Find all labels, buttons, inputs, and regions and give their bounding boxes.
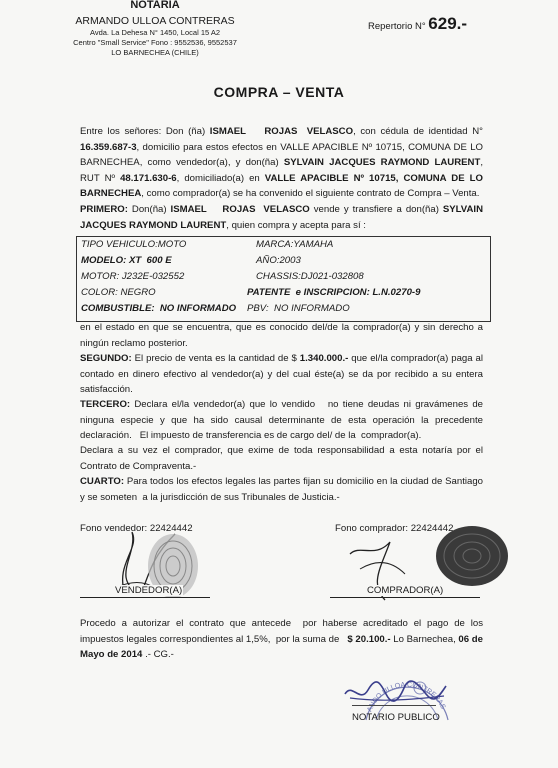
document-title: COMPRA – VENTA <box>213 84 345 100</box>
notary-name: ARMANDO ULLOA CONTRERAS <box>75 15 235 27</box>
repertorio <box>368 14 467 34</box>
primero-buyer: SYLVAIN JACQUES RAYMOND LAURENT <box>80 204 483 231</box>
notary-header <box>60 0 250 58</box>
seller-id: 16.359.687-3 <box>80 141 137 153</box>
vehicle-color: COLOR: NEGRO <box>81 287 156 298</box>
stamp-text-path: ANDO ULLOA CONTRERAS <box>366 681 447 713</box>
notary-city: LO BARNECHEA (CHILE) <box>111 48 199 57</box>
vehicle-pbv: PBV: NO INFORMADO <box>247 303 350 314</box>
primero-paragraph <box>80 202 483 233</box>
vehicle-patente: PATENTE e INSCRIPCION: L.N.0270-9 <box>247 287 421 298</box>
intro-text-4: , RUT Nº <box>80 157 483 184</box>
intro-text-2: , con cédula de identidad N° <box>353 126 484 137</box>
segundo-text-1: El precio de venta es la cantidad de $ <box>131 353 300 364</box>
vehicle-modelo: MODELO: XT 600 E <box>81 255 172 266</box>
notary-address-2: Centro "Small Service" Fono : 9552536, 9552537 <box>73 38 237 47</box>
vehicle-combustible: COMBUSTIBLE: NO INFORMADO <box>81 303 237 314</box>
intro-paragraph <box>80 124 483 202</box>
primero-text-3: , quien compra y acepta para sí : <box>226 219 366 231</box>
primero-label: PRIMERO: <box>80 204 128 215</box>
primero-text-2: vende y transfiere a don(ña) <box>309 204 443 215</box>
notary-address-1: Avda. La Dehesa N° 1450, Local 15 A2 <box>89 28 221 37</box>
segundo-label: SEGUNDO: <box>80 353 132 364</box>
contract-date: 06 de Mayo de 2014 <box>80 633 483 661</box>
segundo-paragraph <box>80 351 483 398</box>
seller-name: ISMAEL ROJAS VELASCO <box>209 126 354 137</box>
notario-label: NOTARIO PUBLICO <box>352 712 440 723</box>
fono-vendedor: Fono vendedor: 22424442 <box>80 523 193 534</box>
closing-text-1: Procedo a autorizar el contrato que antecede por haberse acreditado el pago de los impuestos legales correspondientes al 1,5%, por la suma de <box>80 618 486 645</box>
closing-text-2: Lo Barnechea, <box>390 633 459 645</box>
vehicle-marca: MARCA:YAMAHA <box>256 239 334 250</box>
vehicle-chassis: CHASSIS:DJ021-032808 <box>256 271 364 282</box>
vehicle-box <box>76 236 491 322</box>
cuarto-paragraph <box>80 474 486 505</box>
buyer-id: 48.171.630-6 <box>120 172 177 184</box>
intro-text-5: , domiciliado(a) en <box>176 172 265 184</box>
closing-paragraph <box>80 616 486 663</box>
vehicle-anio: AÑO:2003 <box>256 255 301 266</box>
estado-paragraph: en el estado en que se encuentra, que es conocido del/de la comprador(a) y sin derecho a ningún reclamo posterior. <box>80 322 483 349</box>
intro-text-1: Entre los señores: Don (ña) <box>80 126 210 137</box>
vendedor-sign-line <box>80 597 210 598</box>
intro-text-6: , como comprador(a) se ha convenido el siguiente contrato de Compra – Venta. <box>141 188 480 200</box>
vehicle-motor: MOTOR: J232E-032552 <box>81 271 185 282</box>
tercero-label: TERCERO: <box>80 399 131 410</box>
repertorio-number: 629.- <box>428 14 468 33</box>
primero-seller: ISMAEL ROJAS VELASCO <box>170 204 310 215</box>
tercero-text: Declara el/la vendedor(a) que lo vendido no tiene deudas ni gravámenes de ninguna especie y que ha sido causal determinante de esta operación la precedente declaración. El impuesto de transferencia es de cargo del/ de la comprador(a). <box>80 399 486 442</box>
closing-text-3: .- CG.- <box>142 649 174 661</box>
comprador-sign-line <box>330 597 480 598</box>
vehicle-tipo: TIPO VEHICULO:MOTO <box>81 239 187 250</box>
vendedor-label: VENDEDOR(A) <box>115 585 183 596</box>
notary-signature <box>340 676 450 706</box>
buyer-name: SYLVAIN JACQUES RAYMOND LAURENT <box>283 157 481 169</box>
fono-comprador: Fono comprador: 22424442 <box>335 523 454 534</box>
cuarto-text: Para todos los efectos legales las partes fijan su domicilio en la ciudad de Santiago y se someten a la jurisdicción de sus Tribunales de Justicia.- <box>80 476 486 503</box>
tercero-paragraph <box>80 397 486 444</box>
segundo-text-2: que el/la comprador(a) paga al contado en dinero efectivo al vendedor(a) y del cual éste(a) se da por recibido a su entera satisfacción. <box>80 353 483 396</box>
notario-line <box>352 705 436 706</box>
intro-text-3: , domicilio para estos efectos en VALLE APACIBLE Nº 10715, COMUNA DE LO BARNECHEA, como vendedor(a), y don(ña) <box>80 141 483 169</box>
primero-text-1: Don(ña) <box>127 204 171 215</box>
comprador-label: COMPRADOR(A) <box>367 585 444 596</box>
repertorio-label: Repertorio N° <box>368 21 426 32</box>
tax-amount: $ 20.100.- <box>347 633 391 645</box>
cuarto-label: CUARTO: <box>80 476 125 487</box>
notaria-label: NOTARIA <box>130 0 180 11</box>
declara-paragraph: Declara a su vez el comprador, que exime de toda responsabilidad a esta notaría por el Contrato de Compraventa.- <box>80 445 483 472</box>
buyer-address: VALLE APACIBLE Nº 10715, COMUNA DE LO BARNECHEA <box>80 172 483 200</box>
sale-price: 1.340.000.- <box>299 353 349 364</box>
